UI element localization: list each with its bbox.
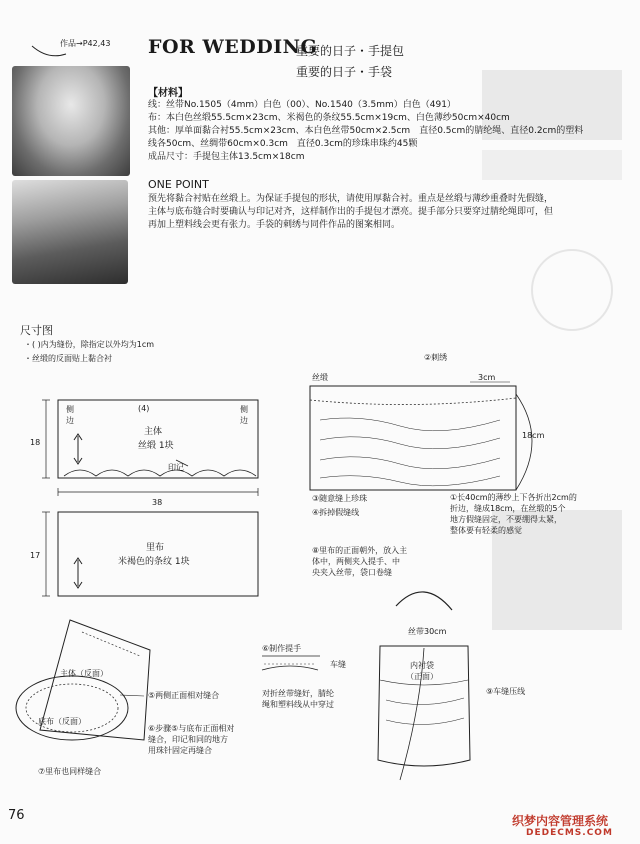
materials-heading: 【材料】 xyxy=(148,88,188,99)
seam-allowance-label: (4) xyxy=(138,404,150,413)
step-6b-line: 用珠针固定再缝合 xyxy=(148,746,212,755)
step-8-line: 体中，两侧夹入提手、中 xyxy=(312,557,400,566)
bottom-back-label: 底布（反面） xyxy=(38,717,86,726)
lining-bag-front xyxy=(406,660,438,682)
step-1-line: ①长40cm的薄纱上下各折出2cm的 xyxy=(450,493,577,502)
lining-material: 米褐色的条纹 1块 xyxy=(118,557,190,567)
step-remove-basting: ④拆掉假缝线 xyxy=(312,508,360,517)
main-body-name: 主体 xyxy=(144,427,163,437)
title-cn-1: 重要的日子・手提包 xyxy=(296,44,405,58)
materials-line: 布：本白色丝缎55.5cm×23cm、米褐色的条纹55.5cm×19cm、白色薄纱50cm×40cm xyxy=(148,113,510,123)
step-8-line: ⑧里布的正面朝外，放入主 xyxy=(312,546,408,555)
step-1-line: 整体要有轻柔的感觉 xyxy=(450,526,522,535)
handle-note xyxy=(262,688,334,710)
size-note: ・丝缎的反面贴上黏合衬 xyxy=(24,354,112,363)
width-3cm: 3cm xyxy=(478,373,496,382)
one-point-line: 再加上塑料线会更有张力。手袋的刺绣与同件作品的图案相同。 xyxy=(148,220,401,230)
watermark-url: DEDECMS.COM xyxy=(526,828,613,838)
mark-label: 印记 xyxy=(168,463,184,472)
lining-name: 里布 xyxy=(146,543,165,553)
step-8-line: 央夹入丝带，袋口卷缝 xyxy=(312,568,392,577)
step-6b-line: 缝合，印记和同的地方 xyxy=(148,735,228,744)
side-label-right: 侧边 xyxy=(240,405,248,425)
title-cn-2: 重要的日子・手袋 xyxy=(296,65,393,79)
step-make-handle: ⑥制作提手 xyxy=(262,644,302,653)
one-point-line: 预先将黏合衬贴在丝缎上。为保证手提包的形状，请使用厚黏合衬。重点是丝缎与薄纱重叠时先假缝， xyxy=(148,194,554,204)
step-7-text: ⑦里布也同样缝合 xyxy=(38,767,102,776)
materials-line: 线各50cm、丝绸带60cm×0.3cm 直径0.3cm的珍珠串珠约45颗 xyxy=(148,139,418,149)
step-1-line: 地方假缝固定，不要绷得太紧， xyxy=(450,515,562,524)
watermark-cn: 织梦内容管理系统 xyxy=(512,814,609,828)
lining-bag-line: （正面） xyxy=(406,672,438,681)
step-pearls: ③随意缝上珍珠 xyxy=(312,494,368,503)
ref-arrow-icon xyxy=(30,42,70,62)
step-1-line: 折边，缝成18cm，在丝缎的5个 xyxy=(450,504,566,513)
page-ref: 作品→P42,43 xyxy=(60,39,111,48)
main-body-height: 18 xyxy=(30,438,41,447)
satin-label: 丝缎 xyxy=(312,373,328,382)
one-point-heading: ONE POINT xyxy=(148,178,209,191)
one-point-line: 主体与底布缝合时要确认与印记对齐，这样制作出的手提包才漂亮。提手部分只要穿过腈纶绳即可，但 xyxy=(148,207,554,217)
size-note: ・( )内为缝份，除指定以外均为1cm xyxy=(24,340,155,349)
handle-note-line: 对折丝带缝好，腈纶 xyxy=(262,689,334,698)
side-label-left: 侧边 xyxy=(66,405,74,425)
materials-line: 其他：厚单面黏合衬55.5cm×23cm、本白色丝带50cm×2.5cm 直径0.5cm的腈纶绳、直径0.2cm的塑料 xyxy=(148,126,584,136)
stitch-label: 车缝 xyxy=(330,660,346,669)
step-1-text xyxy=(450,492,577,536)
handle-note-line: 绳和塑料线从中穿过 xyxy=(262,700,334,709)
page-number: 76 xyxy=(8,808,25,823)
lining-height: 17 xyxy=(30,551,41,560)
step-8-text xyxy=(312,545,407,578)
lining-bag-line: 内衬袋 xyxy=(410,661,434,670)
size-chart-heading: 尺寸图 xyxy=(20,324,53,337)
step-6b-text xyxy=(148,723,234,756)
main-body-material: 丝缎 1块 xyxy=(138,441,174,451)
step-topstitch: ⑨车缝压线 xyxy=(486,687,526,696)
bag-photo xyxy=(12,66,130,176)
main-body-width: 38 xyxy=(152,498,163,507)
body-back-label: 主体（反面） xyxy=(60,669,108,678)
pouch-photo xyxy=(12,180,128,284)
height-18cm: 18cm xyxy=(522,431,545,440)
materials-line: 成品尺寸：手提包主体13.5cm×18cm xyxy=(148,152,305,162)
step-5-text: ⑤两侧正面相对缝合 xyxy=(148,691,220,700)
step-embroidery: ②刺绣 xyxy=(424,353,448,362)
materials-list xyxy=(148,99,618,164)
one-point-text xyxy=(148,193,628,232)
step-6b-line: ⑥步骤⑤与底布正面相对 xyxy=(148,724,235,733)
title-en: FOR WEDDING xyxy=(148,36,318,58)
materials-line: 线：丝带No.1505（4mm）白色（00）、No.1540（3.5mm）白色（491） xyxy=(148,100,456,110)
ribbon-30cm: 丝带30cm xyxy=(408,627,447,636)
